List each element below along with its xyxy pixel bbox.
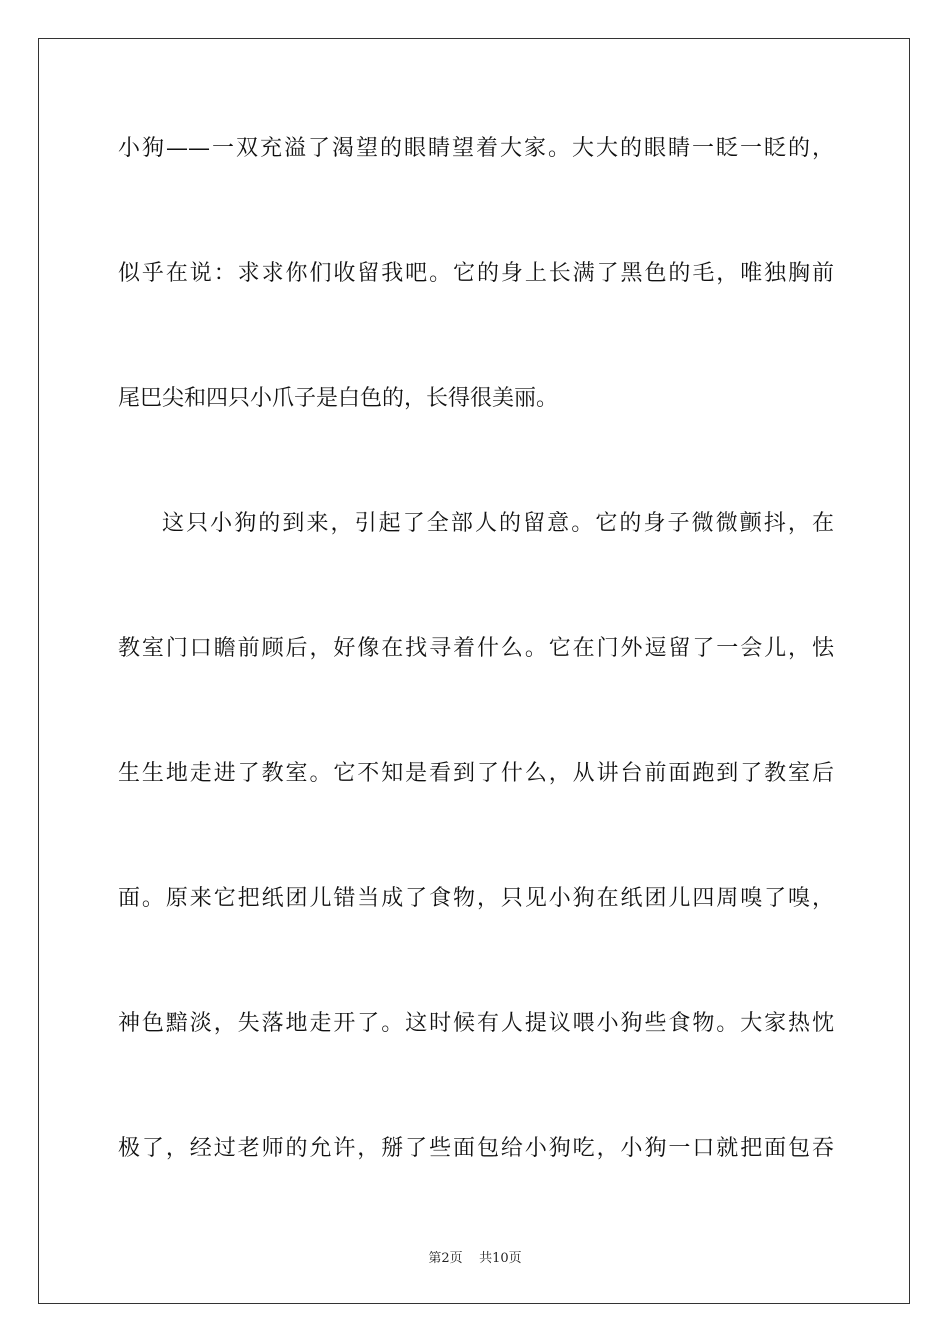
text-line-4: 这只小狗的到来，引起了全部人的留意。它的身子微微颤抖，在 (162, 511, 834, 536)
text-line-2: 似乎在说：求求你们收留我吧。它的身上长满了黑色的毛，唯独胸前 (118, 261, 834, 286)
text-line-7: 面。原来它把纸团儿错当成了食物，只见小狗在纸团儿四周嗅了嗅， (118, 886, 834, 911)
text-line-3: 尾巴尖和四只小爪子是白色的，长得很美丽。 (118, 386, 559, 411)
text-line-6: 生生地走进了教室。它不知是看到了什么，从讲台前面跑到了教室后 (118, 761, 834, 786)
text-line-5: 教室门口瞻前顾后，好像在找寻着什么。它在门外逗留了一会儿，怯 (118, 636, 834, 661)
page-number: 第2页 (428, 1251, 463, 1266)
text-line-1: 小狗——一双充溢了渴望的眼睛望着大家。大大的眼睛一眨一眨的， (118, 136, 834, 161)
text-line-9: 极了，经过老师的允许，掰了些面包给小狗吃，小狗一口就把面包吞 (118, 1136, 834, 1161)
text-line-8: 神色黯淡，失落地走开了。这时候有人提议喂小狗些食物。大家热忱 (118, 1011, 834, 1036)
page-footer (0, 1247, 950, 1266)
page-border (38, 38, 910, 1304)
page-total: 共10页 (479, 1251, 522, 1266)
